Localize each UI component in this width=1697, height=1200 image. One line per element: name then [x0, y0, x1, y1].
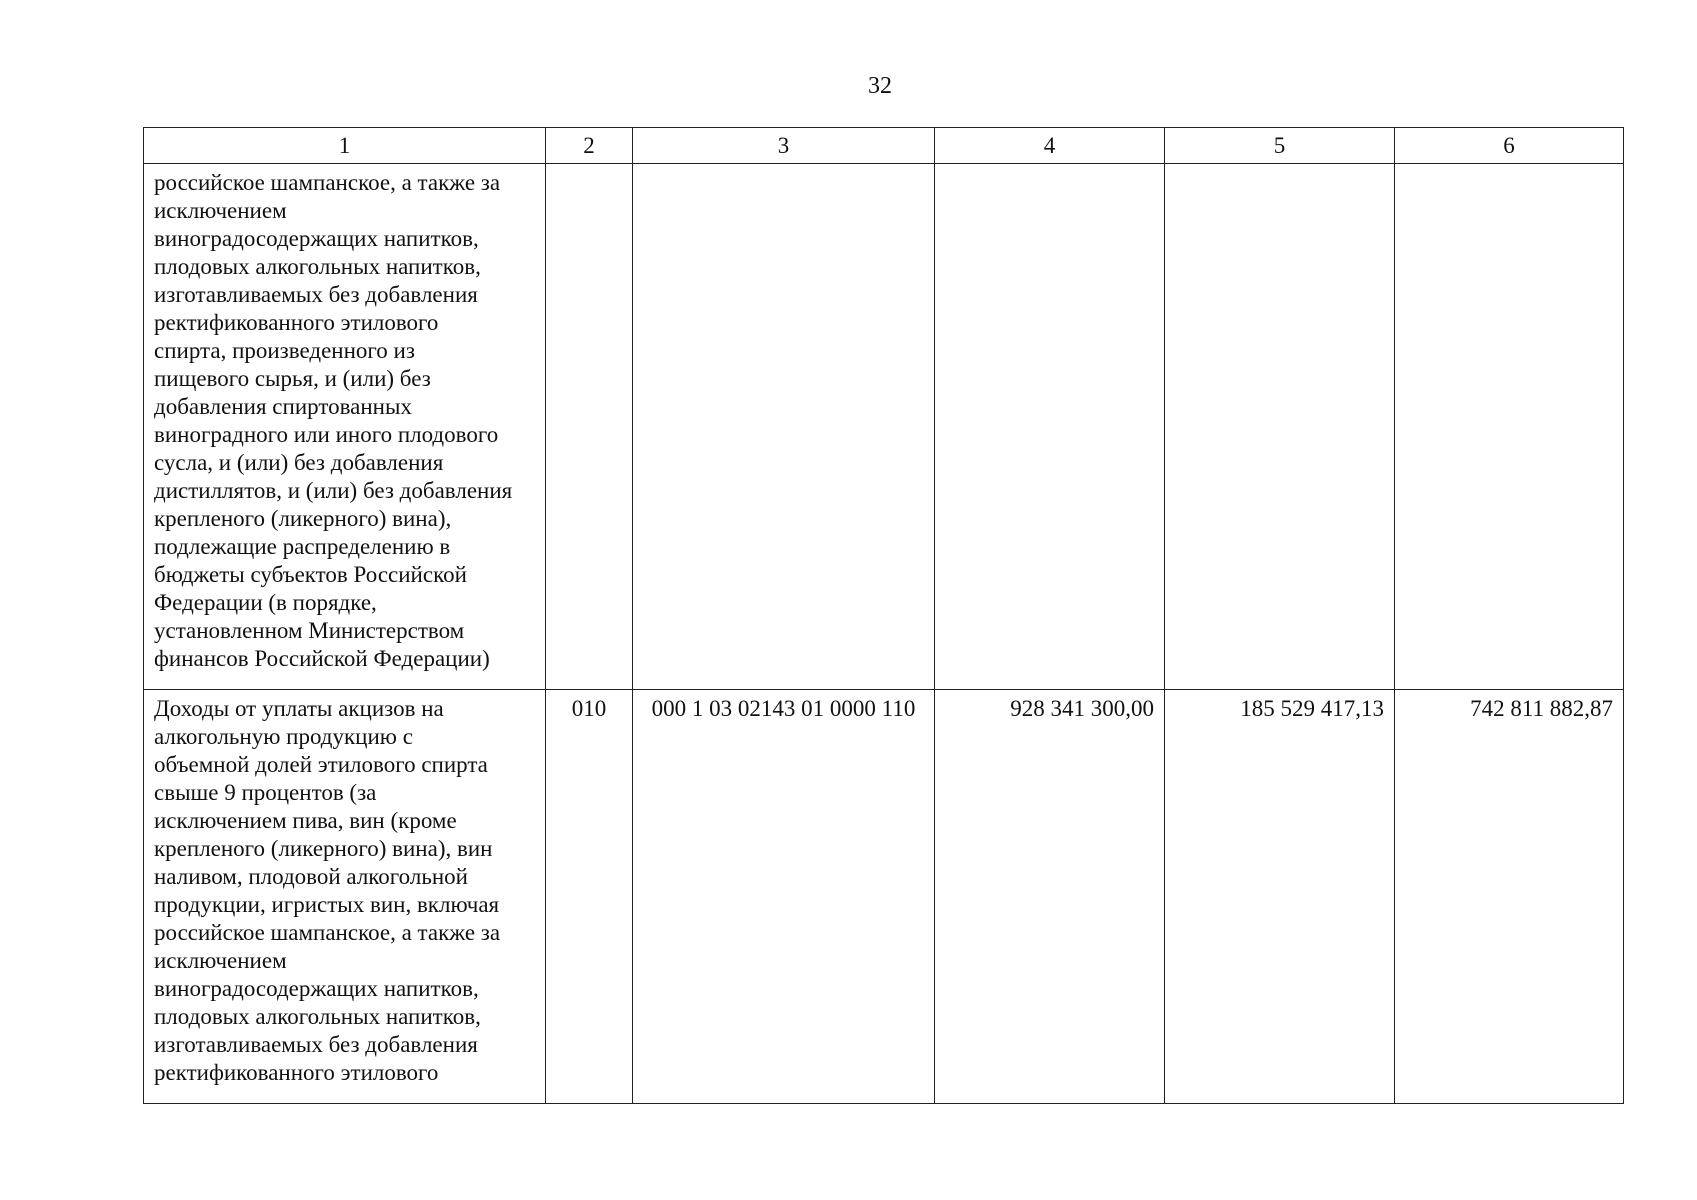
table-row [144, 690, 1624, 1104]
cell-approved [935, 164, 1165, 690]
column-header-5: 5 [1165, 128, 1395, 164]
cell-unexecuted: 742 811 882,87 [1395, 690, 1624, 1104]
cell-line-code: 010 [546, 690, 633, 1104]
cell-executed: 185 529 417,13 [1165, 690, 1395, 1104]
cell-executed [1165, 164, 1395, 690]
cell-name: Доходы от уплаты акцизов на алкогольную продукцию с объемной долей этилового спирта свыше 9 процентов (за исключением пива, вин (кроме крепленого (ликерного) вина), вин наливом, плодовой алкогольной продукции, игристых вин, включая российское шампанское, а также за исключением виноградосодержащих напитков, плодовых алкогольных напитков, изготавливаемых без добавления ректификованного этилового [144, 690, 546, 1104]
page-number: 32 [868, 73, 892, 99]
cell-line-code [546, 164, 633, 690]
header-row [144, 128, 1624, 164]
column-header-2: 2 [546, 128, 633, 164]
cell-approved: 928 341 300,00 [935, 690, 1165, 1104]
column-header-4: 4 [935, 128, 1165, 164]
column-header-3: 3 [633, 128, 935, 164]
cell-unexecuted [1395, 164, 1624, 690]
data-table [143, 127, 1624, 1104]
cell-name: российское шампанское, а также за исключением виноградосодержащих напитков, плодовых алкогольных напитков, изготавливаемых без добавления ректификованного этилового спирта, произведенного из пищевого сырья, и (или) без добавления спиртованных виноградного или иного плодового сусла, и (или) без добавления дистиллятов, и (или) без добавления крепленого (ликерного) вина), подлежащие распределению в бюджеты субъектов Российской Федерации (в порядке, установленном Министерством финансов Российской Федерации) [144, 164, 546, 690]
cell-income-code: 000 1 03 02143 01 0000 110 [633, 690, 935, 1104]
column-header-6: 6 [1395, 128, 1624, 164]
column-header-1: 1 [144, 128, 546, 164]
table-row [144, 164, 1624, 690]
cell-income-code [633, 164, 935, 690]
